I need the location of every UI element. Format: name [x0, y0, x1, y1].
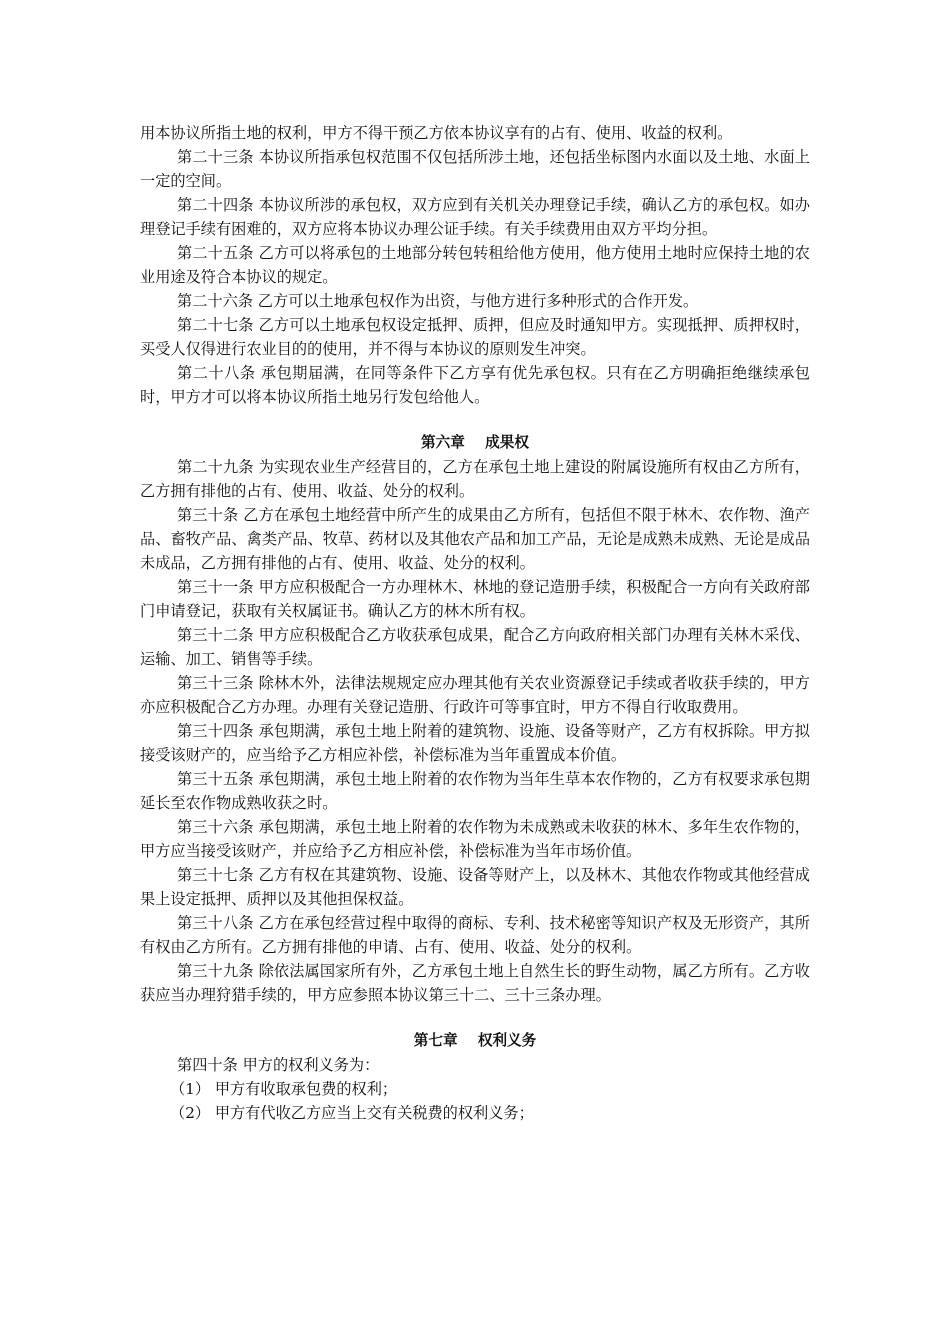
article-40-item-2: （2） 甲方有代收乙方应当上交有关税费的权利义务； — [170, 1104, 534, 1122]
article-31: 第三十一条 甲方应积极配合一方办理林木、林地的登记造册手续，积极配合一方向有关政府部门申请登记，获取有关权属证书。确认乙方的林木所有权。 — [140, 578, 810, 620]
article-26: 第二十六条 乙方可以土地承包权作为出资，与他方进行多种形式的合作开发。 — [177, 292, 699, 310]
article-34: 第三十四条 承包期满，承包土地上附着的建筑物、设施、设备等财产，乙方有权拆除。甲方拟接受该财产的，应当给予乙方相应补偿，补偿标准为当年重置成本价值。 — [140, 722, 810, 764]
article-39: 第三十九条 除依法属国家所有外，乙方承包土地上自然生长的野生动物，属乙方所有。乙方收获应当办理狩猎手续的，甲方应参照本协议第三十二、三十三条办理。 — [140, 962, 810, 1004]
document-page — [140, 121, 810, 1125]
article-36: 第三十六条 承包期满，承包土地上附着的农作物为未成熟或未收获的林木、多年生农作物的，甲方应当接受该财产，并应给予乙方相应补偿，补偿标准为当年市场价值。 — [140, 818, 810, 860]
article-38: 第三十八条 乙方在承包经营过程中取得的商标、专利、技术秘密等知识产权及无形资产，其所有权由乙方所有。乙方拥有排他的申请、占有、使用、收益、处分的权利。 — [140, 914, 810, 956]
chapter-6-heading: 第六章 成果权 — [421, 434, 529, 451]
article-28: 第二十八条 承包期届满，在同等条件下乙方享有优先承包权。只有在乙方明确拒绝继续承包时，甲方才可以将本协议所指土地另行发包给他人。 — [140, 364, 810, 406]
article-37: 第三十七条 乙方有权在其建筑物、设施、设备等财产上，以及林木、其他农作物或其他经营成果上设定抵押、质押以及其他担保权益。 — [140, 866, 810, 908]
article-27: 第二十七条 乙方可以土地承包权设定抵押、质押，但应及时通知甲方。实现抵押、质押权时，买受人仅得进行农业目的的使用，并不得与本协议的原则发生冲突。 — [140, 316, 810, 358]
article-32: 第三十二条 甲方应积极配合乙方收获承包成果，配合乙方向政府相关部门办理有关林木采伐、运输、加工、销售等手续。 — [140, 626, 810, 668]
article-40: 第四十条 甲方的权利义务为： — [177, 1056, 380, 1074]
paragraph-intro: 用本协议所指土地的权利，甲方不得干预乙方依本协议享有的占有、使用、收益的权利。 — [140, 124, 733, 142]
article-35: 第三十五条 承包期满，承包土地上附着的农作物为当年生草本农作物的，乙方有权要求承包期延长至农作物成熟收获之时。 — [140, 770, 810, 812]
article-29: 第二十九条 为实现农业生产经营目的，乙方在承包土地上建设的附属设施所有权由乙方所有，乙方拥有排他的占有、使用、收益、处分的权利。 — [140, 458, 810, 500]
article-33: 第三十三条 除林木外，法律法规规定应办理其他有关农业资源登记手续或者收获手续的，甲方亦应积极配合乙方办理。办理有关登记造册、行政许可等事宜时，甲方不得自行收取费用。 — [140, 674, 810, 716]
article-24: 第二十四条 本协议所涉的承包权，双方应到有关机关办理登记手续，确认乙方的承包权。如办理登记手续有困难的，双方应将本协议办理公证手续。有关手续费用由双方平均分担。 — [140, 196, 810, 238]
article-40-item-1: （1） 甲方有收取承包费的权利； — [170, 1080, 398, 1098]
article-25: 第二十五条 乙方可以将承包的土地部分转包转租给他方使用，他方使用土地时应保持土地的农业用途及符合本协议的规定。 — [140, 244, 810, 286]
article-30: 第三十条 乙方在承包土地经营中所产生的成果由乙方所有，包括但不限于林木、农作物、渔产品、畜牧产品、禽类产品、牧草、药材以及其他农产品和加工产品，无论是成熟未成熟、无论是成品未成品，乙方拥有排他的占有、使用、收益、处分的权利。 — [140, 506, 810, 572]
article-23: 第二十三条 本协议所指承包权范围不仅包括所涉土地，还包括坐标图内水面以及土地、水面上一定的空间。 — [140, 148, 810, 190]
chapter-7-heading: 第七章 权利义务 — [413, 1032, 537, 1049]
